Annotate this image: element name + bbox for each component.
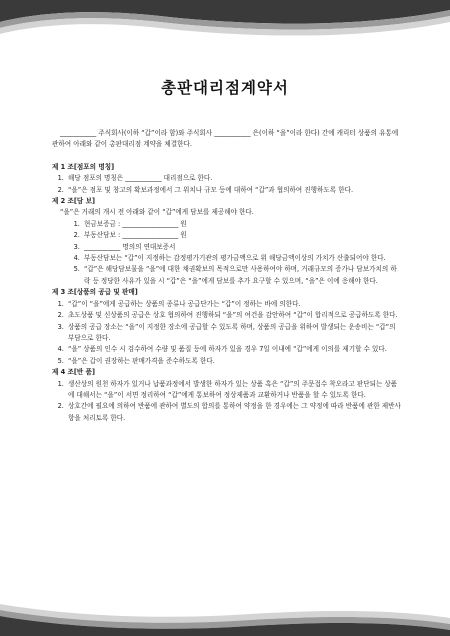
list-item: 5. “갑”은 해당담보물을 “을”에 대한 채권확보의 목적으로만 사용하여야 하며, 거래규모의 증가나 담보가치의 하락 등 정당한 사유가 있을 시 “갑”은 “을”에게 담보를 추가 요구할 수 있으며, “을”은 이에 응해야 한다. <box>82 264 402 287</box>
article-heading: 제 4 조[반 품] <box>52 368 95 377</box>
article-items <box>52 299 402 367</box>
list-item: 1. 현금보증금 : _________________ 원 <box>82 219 402 230</box>
intro-paragraph: ___________ 주식회사(이하 “갑”이라 함)와 주식회사 ___________ 은(이하 “을”이라 한다) 간에 캐릭터 상품의 유통에 관하여 아래와 같이 총판대리점 계약을 체결한다. <box>52 129 399 149</box>
list-item: 5. “을”은 갑이 권장하는 판매가격을 준수하도록 한다. <box>66 356 402 367</box>
article-lead: “을”은 거래의 개시 전 아래와 같이 “갑”에게 담보를 제공해야 한다. <box>60 208 254 217</box>
list-item: 2. 초도상품 및 신상품의 공급은 상호 협의하여 진행하되 “을”의 여건을 감안하여 “갑”이 합리적으로 공급하도록 한다. <box>66 310 402 321</box>
list-item: 1. 생산상의 원천 하자가 있거나 납품과정에서 발생한 하자가 있는 상품 혹은 “갑”의 주문접수 착오라고 판단되는 상품에 대해서는 “을”이 서면 정리하여 “갑”에게 통보하여 정상제품과 교환하거나 반품을 할 수 있도록 한다. <box>66 379 402 402</box>
document-body <box>52 128 402 424</box>
list-item: 2. 상호간에 필요에 의하여 반품에 관하여 별도의 합의를 통하여 약정을 한 경우에는 그 약정에 따라 반품에 관한 제반사항을 처리토록 한다. <box>66 401 402 424</box>
article-2 <box>52 196 402 287</box>
list-item: 4. “을” 상품의 인수 시 검수하여 수량 및 품질 등에 하자가 있을 경우 7일 이내에 “갑”에게 이의를 제기할 수 있다. <box>66 344 402 355</box>
article-items <box>52 219 402 287</box>
top-wave-decoration <box>0 0 450 46</box>
document-title: 총판대리점계약서 <box>161 79 289 97</box>
list-item: 2. 부동산담보 : _________________ 원 <box>82 230 402 241</box>
list-item: 1. “갑”이 “을”에게 공급하는 상품의 종류나 공급단가는 “갑”이 정하는 바에 의한다. <box>66 299 402 310</box>
article-heading: 제 3 조[상품의 공급 및 판매] <box>52 288 138 297</box>
article-items <box>52 379 402 425</box>
list-item: 1. 해당 점포의 명칭은 ___________ 대리점으로 한다. <box>66 173 402 184</box>
article-1 <box>52 162 402 196</box>
article-heading: 제 1 조[점포의 명칭] <box>52 162 115 171</box>
bottom-wave-decoration <box>0 590 450 636</box>
list-item: 2. “을”은 점포 및 창고의 확보과정에서 그 위치나 규모 등에 대하여 “갑”과 협의하여 진행하도록 한다. <box>66 185 402 196</box>
article-heading: 제 2 조[담 보] <box>52 197 95 206</box>
list-item: 3. ___________ 명의의 연대보증서 <box>82 242 402 253</box>
list-item: 4. 부동산담보는 “갑”이 지정하는 감정평가기관의 평가금액으로 위 해당금액이상의 가치가 산출되어야 한다. <box>82 253 402 264</box>
article-4 <box>52 367 402 424</box>
article-items <box>52 173 402 196</box>
list-item: 3. 상품의 공급 장소는 “을”이 지정한 장소에 공급할 수 있도록 하며, 상품의 공급을 위하여 발생되는 운송비는 “갑”의 부담으로 한다. <box>66 322 402 345</box>
article-3 <box>52 287 402 367</box>
